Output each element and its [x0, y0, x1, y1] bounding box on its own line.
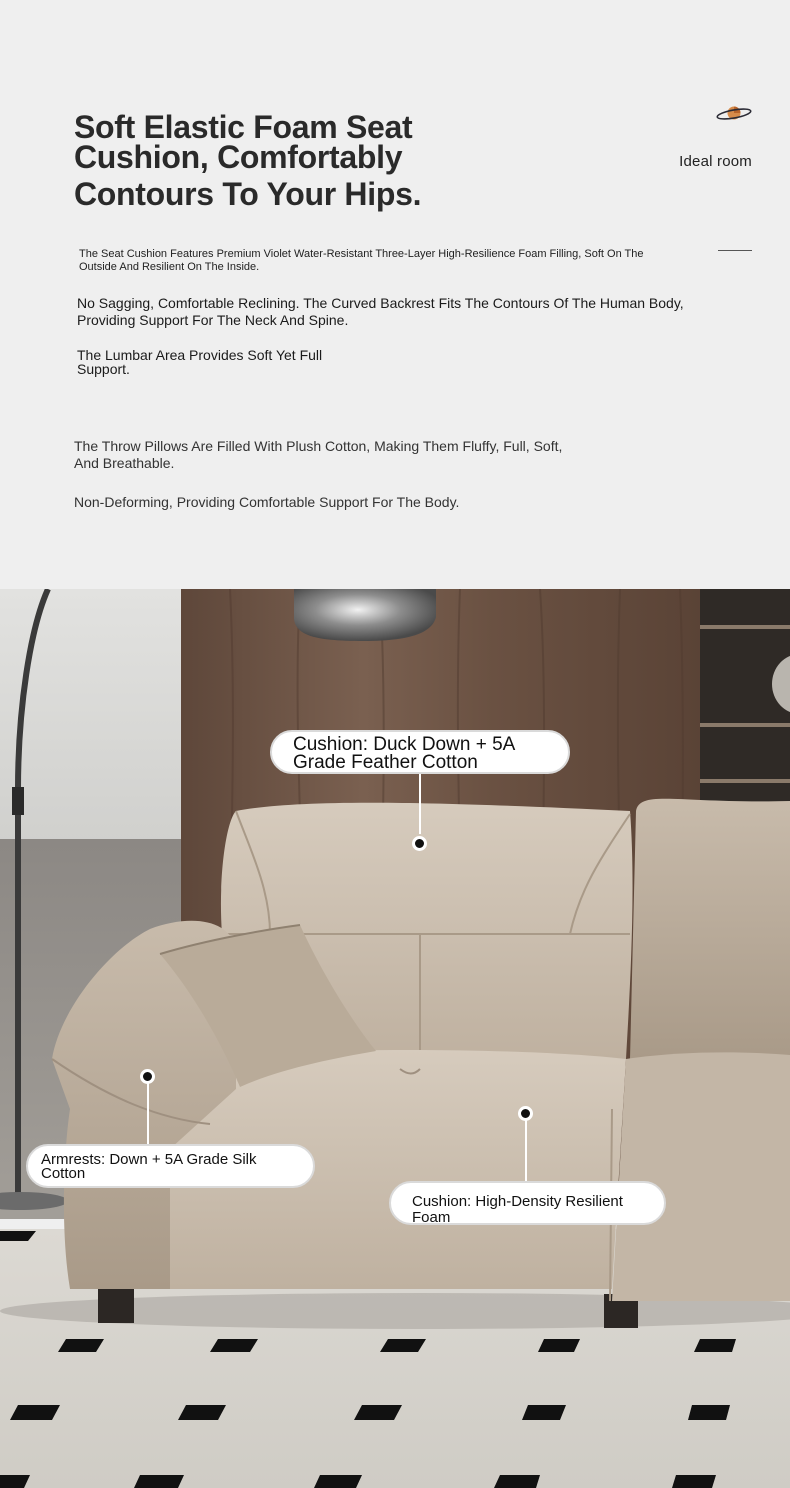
callout-backrest-line: [419, 774, 421, 834]
callout-seat: Cushion: High-Density Resilient Foam: [389, 1181, 666, 1225]
headline-line-1: Soft Elastic Foam Seat: [74, 109, 413, 145]
callout-seat-line: [525, 1120, 527, 1181]
callout-armrests: Armrests: Down + 5A Grade Silk Cotton: [26, 1144, 315, 1188]
headline-line-2: Cushion, Comfortably: [74, 139, 403, 175]
callout-backrest: Cushion: Duck Down + 5A Grade Feather Cotton: [270, 730, 570, 774]
brand-logo: [632, 103, 752, 170]
callout-armrest-line: [147, 1083, 149, 1144]
seat-cushion-text: The Seat Cushion Features Premium Violet Water-Resistant Three-Layer High-Resilience Foam Filling, Soft On The Outside And Resilient On The Inside.: [79, 248, 644, 273]
sofa-scene-image: [0, 589, 790, 1488]
sofa-photo: [0, 589, 790, 1488]
text-section: [0, 0, 790, 589]
callout-seat-dot: [518, 1106, 533, 1121]
callout-armrest-dot: [140, 1069, 155, 1084]
page-title: [74, 109, 444, 212]
throw-pillows-text: The Throw Pillows Are Filled With Plush Cotton, Making Them Fluffy, Full, Soft, And Breathable.: [74, 438, 563, 471]
lumbar-text: The Lumbar Area Provides Soft Yet Full Support.: [77, 347, 323, 377]
divider: [718, 250, 752, 251]
headline-line-3: Contours To Your Hips.: [74, 176, 422, 212]
callout-backrest-dot: [412, 836, 427, 851]
non-deforming-text: Non-Deforming, Providing Comfortable Support For The Body.: [74, 494, 460, 510]
brand-name: Ideal room: [679, 153, 752, 170]
no-sagging-text: No Sagging, Comfortable Reclining. The Curved Backrest Fits The Contours Of The Human Body, Providing Support For The Neck And Spine.: [77, 295, 684, 328]
planet-icon: [716, 103, 752, 123]
